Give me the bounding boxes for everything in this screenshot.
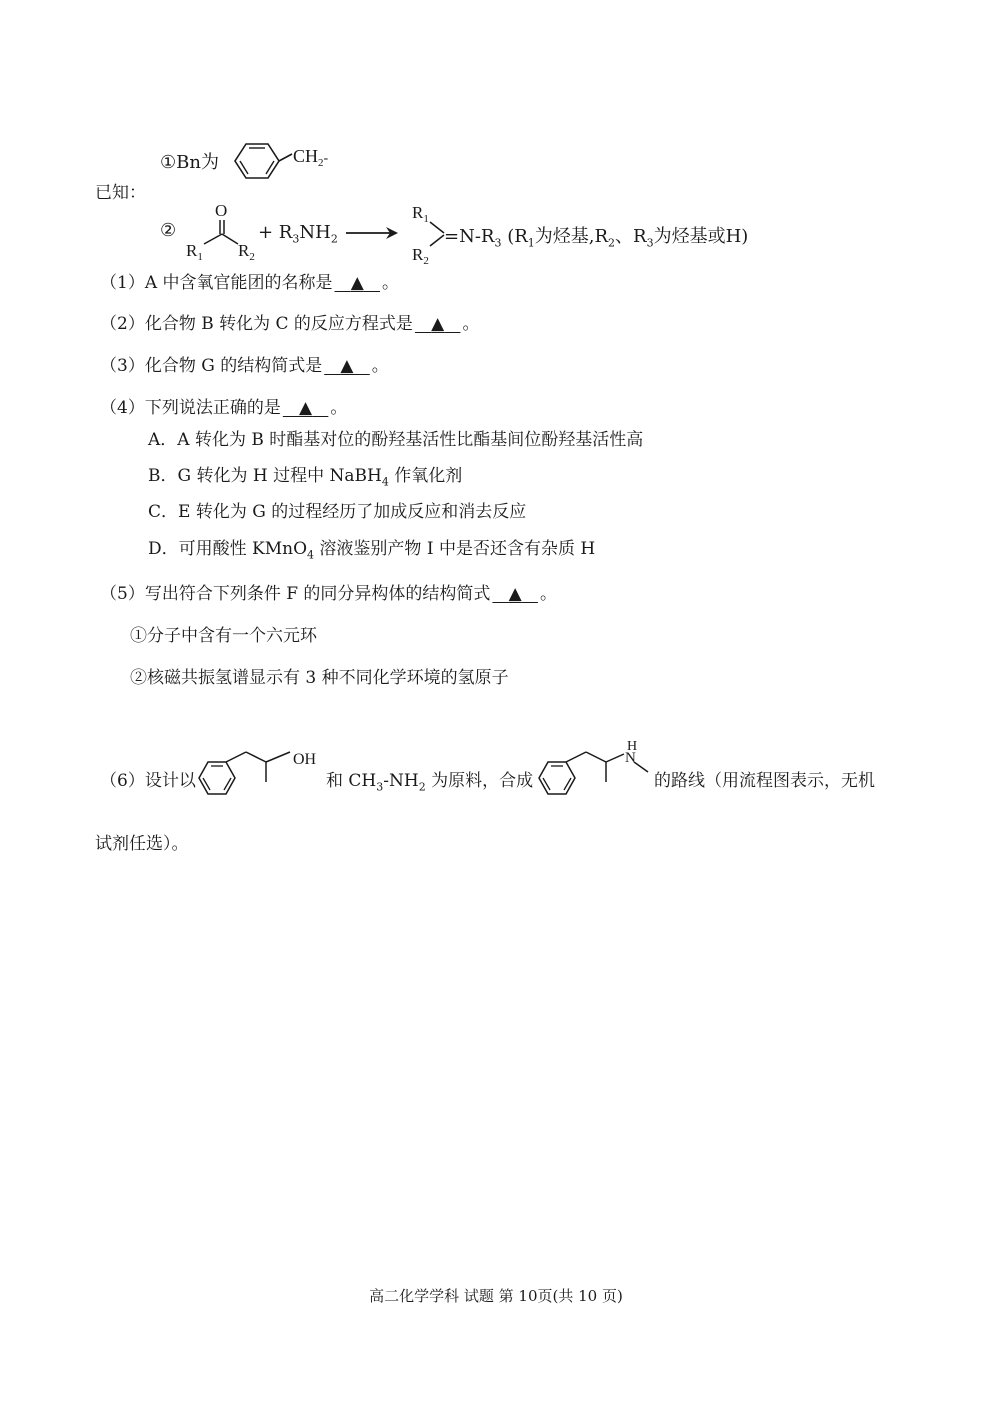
imine-tail: $=N-R_3$ ($R_1$为烃基$,R_2$、$R_3$为烃基或H) <box>444 226 749 250</box>
known-label: 已知： <box>95 183 146 203</box>
option-c: C．E 转化为 G 的过程经历了加成反应和消去反应 <box>148 502 527 522</box>
imine-r1-bond <box>430 222 444 233</box>
benzene-ring <box>235 144 279 178</box>
circled-number-2: ② <box>160 220 177 241</box>
question-1: （1）A 中含氧官能团的名称是 ▲ 。 <box>100 273 400 293</box>
bn-label: Bn为 <box>176 152 219 173</box>
question-6-line2: 试剂任选）。 <box>95 834 189 854</box>
answer-blank-5[interactable]: ▲ <box>508 584 522 604</box>
answer-blank-2[interactable]: ▲ <box>431 314 445 334</box>
imine-r1: $R_1$ <box>412 203 429 225</box>
circled-number-1: ① <box>160 152 177 173</box>
r1-bond <box>204 234 222 244</box>
condition-2: ②核磁共振氢谱显示有 3 种不同化学环境的氢原子 <box>130 668 509 688</box>
ketone-r1: $R_1$ <box>186 241 203 263</box>
page-footer: 高二化学学科 试题 第 10页(共 10 页) <box>369 1287 623 1305</box>
benzene-ring <box>199 762 235 794</box>
question-6-mid: 和 $CH_3-NH_2$ 为原料，合成 <box>326 771 534 794</box>
ch2-label: $CH_2^-$ <box>293 146 329 169</box>
option-b: B．G 转化为 H 过程中 NaBH$_4$ 作氧化剂 <box>148 466 463 489</box>
question-6-post: 的路线（用流程图表示，无机 <box>654 771 875 791</box>
oh-label: OH <box>293 751 317 768</box>
amine-target-structure <box>534 739 658 812</box>
question-3: （3）化合物 G 的结构简式是 ▲ 。 <box>100 356 389 376</box>
alcohol-structure <box>194 748 324 812</box>
reaction-arrow <box>346 226 398 240</box>
option-d: D．可用酸性 KMnO$_4$ 溶液鉴别产物 I 中是否还含有杂质 H <box>148 539 596 562</box>
answer-blank-4[interactable]: ▲ <box>299 398 313 418</box>
nh-n-label: N <box>625 750 636 766</box>
question-5: （5）写出符合下列条件 F 的同分异构体的结构简式 ▲ 。 <box>100 584 557 604</box>
answer-blank-3[interactable]: ▲ <box>340 356 354 376</box>
ch2-bond <box>279 154 292 161</box>
known-item1-text <box>160 152 219 174</box>
question-2: （2）化合物 B 转化为 C 的反应方程式是 ▲ 。 <box>100 314 480 334</box>
question-6-pre: （6）设计以 <box>100 771 196 791</box>
r2-bond <box>222 234 238 244</box>
benzene-ring <box>539 762 575 794</box>
ketone-oxygen: O <box>215 201 228 220</box>
ketone-r2: $R_2$ <box>238 241 255 263</box>
benzyl-structure <box>232 138 342 184</box>
imine-r2: $R_2$ <box>412 245 429 267</box>
condition-1: ①分子中含有一个六元环 <box>130 626 317 646</box>
amine-reagent: + $R_3NH_2$ <box>258 222 338 246</box>
option-a: A．A 转化为 B 时酯基对位的酚羟基活性比酯基间位酚羟基活性高 <box>148 430 644 450</box>
imine-r2-bond <box>430 235 444 246</box>
nh-h-label: H <box>627 739 638 754</box>
question-4: （4）下列说法正确的是 ▲ 。 <box>100 398 348 418</box>
answer-blank-1[interactable]: ▲ <box>350 273 364 293</box>
